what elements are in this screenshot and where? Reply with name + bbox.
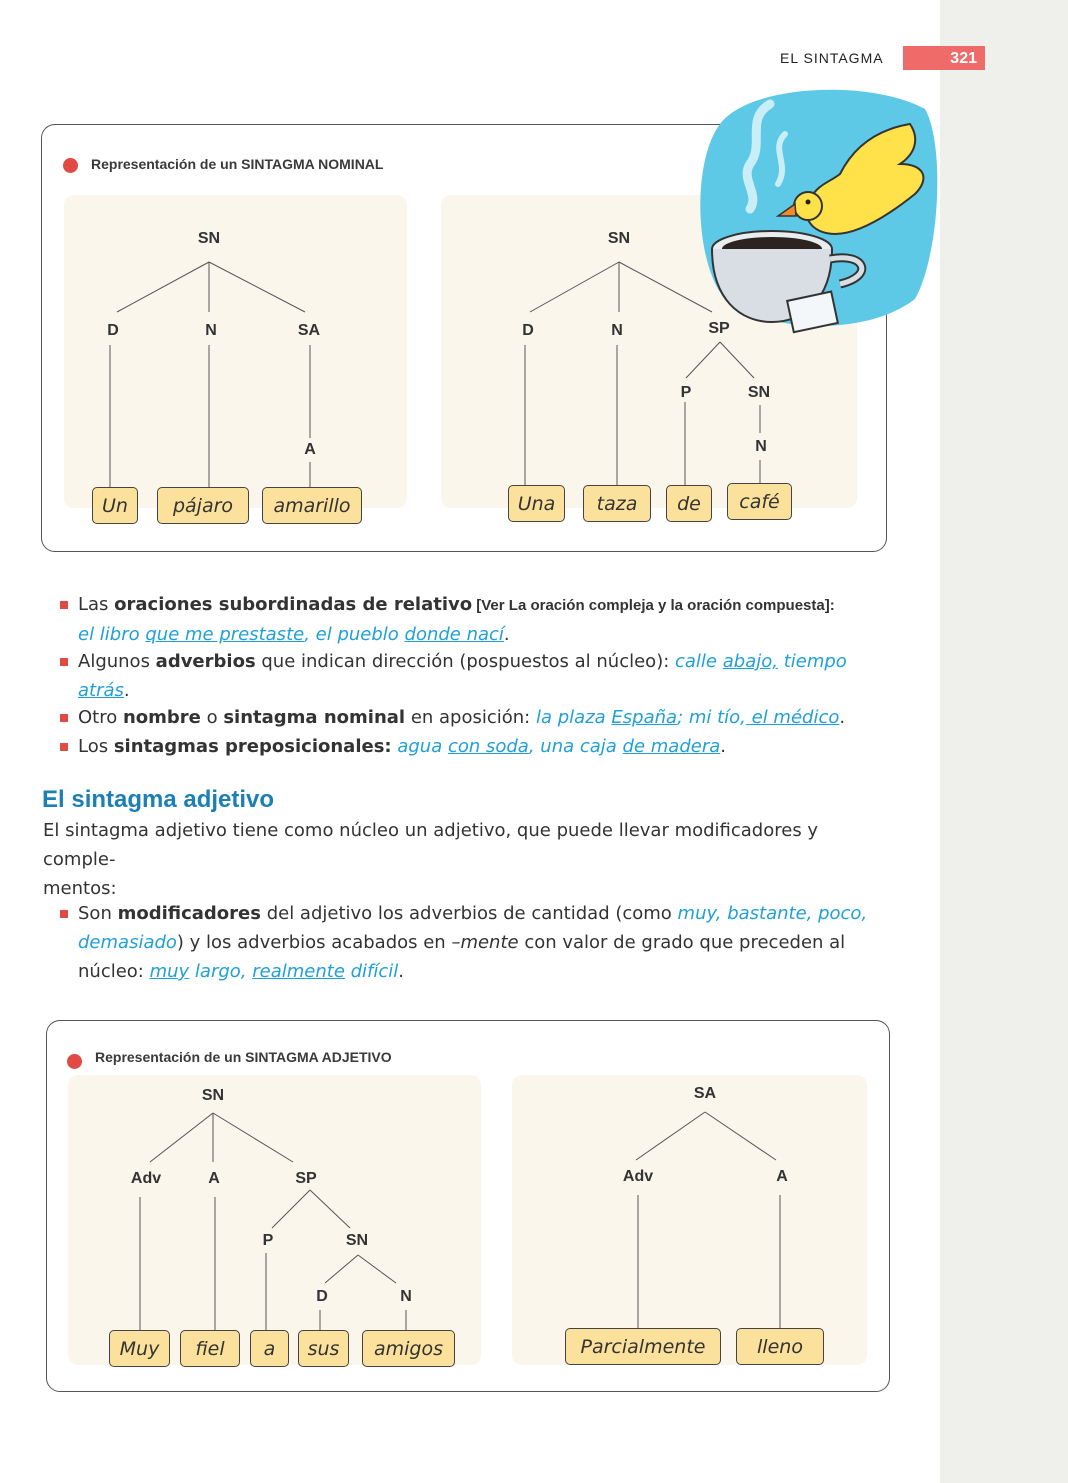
word-box: Parcialmente bbox=[565, 1328, 721, 1365]
word-box: café bbox=[727, 483, 792, 520]
word-box: sus bbox=[298, 1330, 349, 1367]
node-p: P bbox=[262, 1232, 274, 1249]
node-sp: SP bbox=[708, 320, 730, 337]
node-p: P bbox=[680, 384, 692, 401]
node-n: N bbox=[400, 1288, 412, 1305]
word-box: lleno bbox=[736, 1328, 824, 1365]
node-d: D bbox=[107, 322, 119, 339]
node-d: D bbox=[522, 322, 534, 339]
node-sn: SN bbox=[197, 230, 221, 247]
bullet-item: Otro nombre o sintagma nominal en aposición: la plaza España; mi tío, el médico. bbox=[78, 707, 846, 728]
node-sp: SP bbox=[295, 1170, 317, 1187]
node-sn: SN bbox=[201, 1087, 225, 1104]
node-adv: Adv bbox=[130, 1170, 162, 1187]
page-number: 321 bbox=[903, 46, 985, 70]
word-box: pájaro bbox=[157, 487, 249, 524]
node-sn: SN bbox=[747, 384, 771, 401]
node-sn: SN bbox=[345, 1232, 369, 1249]
bullet-item: Las oraciones subordinadas de relativo [Ver La oración compleja y la oración compuesta]: el libro que me prestaste, el pueblo donde nací. bbox=[78, 594, 835, 645]
running-header: EL SINTAGMA bbox=[780, 50, 884, 66]
word-box: Una bbox=[508, 485, 565, 522]
bullet-item: Los sintagmas preposicionales: agua con soda, una caja de madera. bbox=[78, 736, 726, 757]
node-n: N bbox=[611, 322, 623, 339]
box-title: Representación de un SINTAGMA NOMINAL bbox=[91, 156, 384, 172]
node-d: D bbox=[316, 1288, 328, 1305]
word-box: a bbox=[250, 1330, 289, 1367]
node-a: A bbox=[208, 1170, 220, 1187]
bullet-item: Son modificadores del adjetivo los adverbios de cantidad (como muy, bastante, poco, demasiado) y los adverbios acabados en –mente con valor de grado que preceden al núcleo: muy largo, realmente difícil. bbox=[78, 903, 868, 982]
section-intro: El sintagma adjetivo tiene como núcleo un adjetivo, que puede llevar modificadores y comple- mentos: bbox=[43, 820, 819, 899]
word-box: amigos bbox=[362, 1330, 455, 1367]
section-heading: El sintagma adjetivo bbox=[42, 786, 275, 813]
word-box: amarillo bbox=[262, 487, 362, 524]
page-margin-strip bbox=[940, 0, 1068, 1483]
node-n: N bbox=[205, 322, 217, 339]
node-sn: SN bbox=[607, 230, 631, 247]
bullet-item: Algunos adverbios que indican dirección (pospuestos al núcleo): calle abajo, tiempo atrás. bbox=[78, 651, 847, 701]
word-box: fiel bbox=[180, 1330, 240, 1367]
node-adv: Adv bbox=[622, 1168, 654, 1185]
node-sa: SA bbox=[693, 1085, 717, 1102]
node-a: A bbox=[776, 1168, 788, 1185]
word-box: de bbox=[666, 485, 712, 522]
word-box: Un bbox=[92, 487, 138, 524]
word-box: Muy bbox=[109, 1330, 170, 1367]
node-n: N bbox=[755, 438, 767, 455]
node-a: A bbox=[304, 441, 316, 458]
node-sa: SA bbox=[297, 322, 321, 339]
word-box: taza bbox=[583, 485, 651, 522]
box-title: Representación de un SINTAGMA ADJETIVO bbox=[95, 1049, 392, 1065]
